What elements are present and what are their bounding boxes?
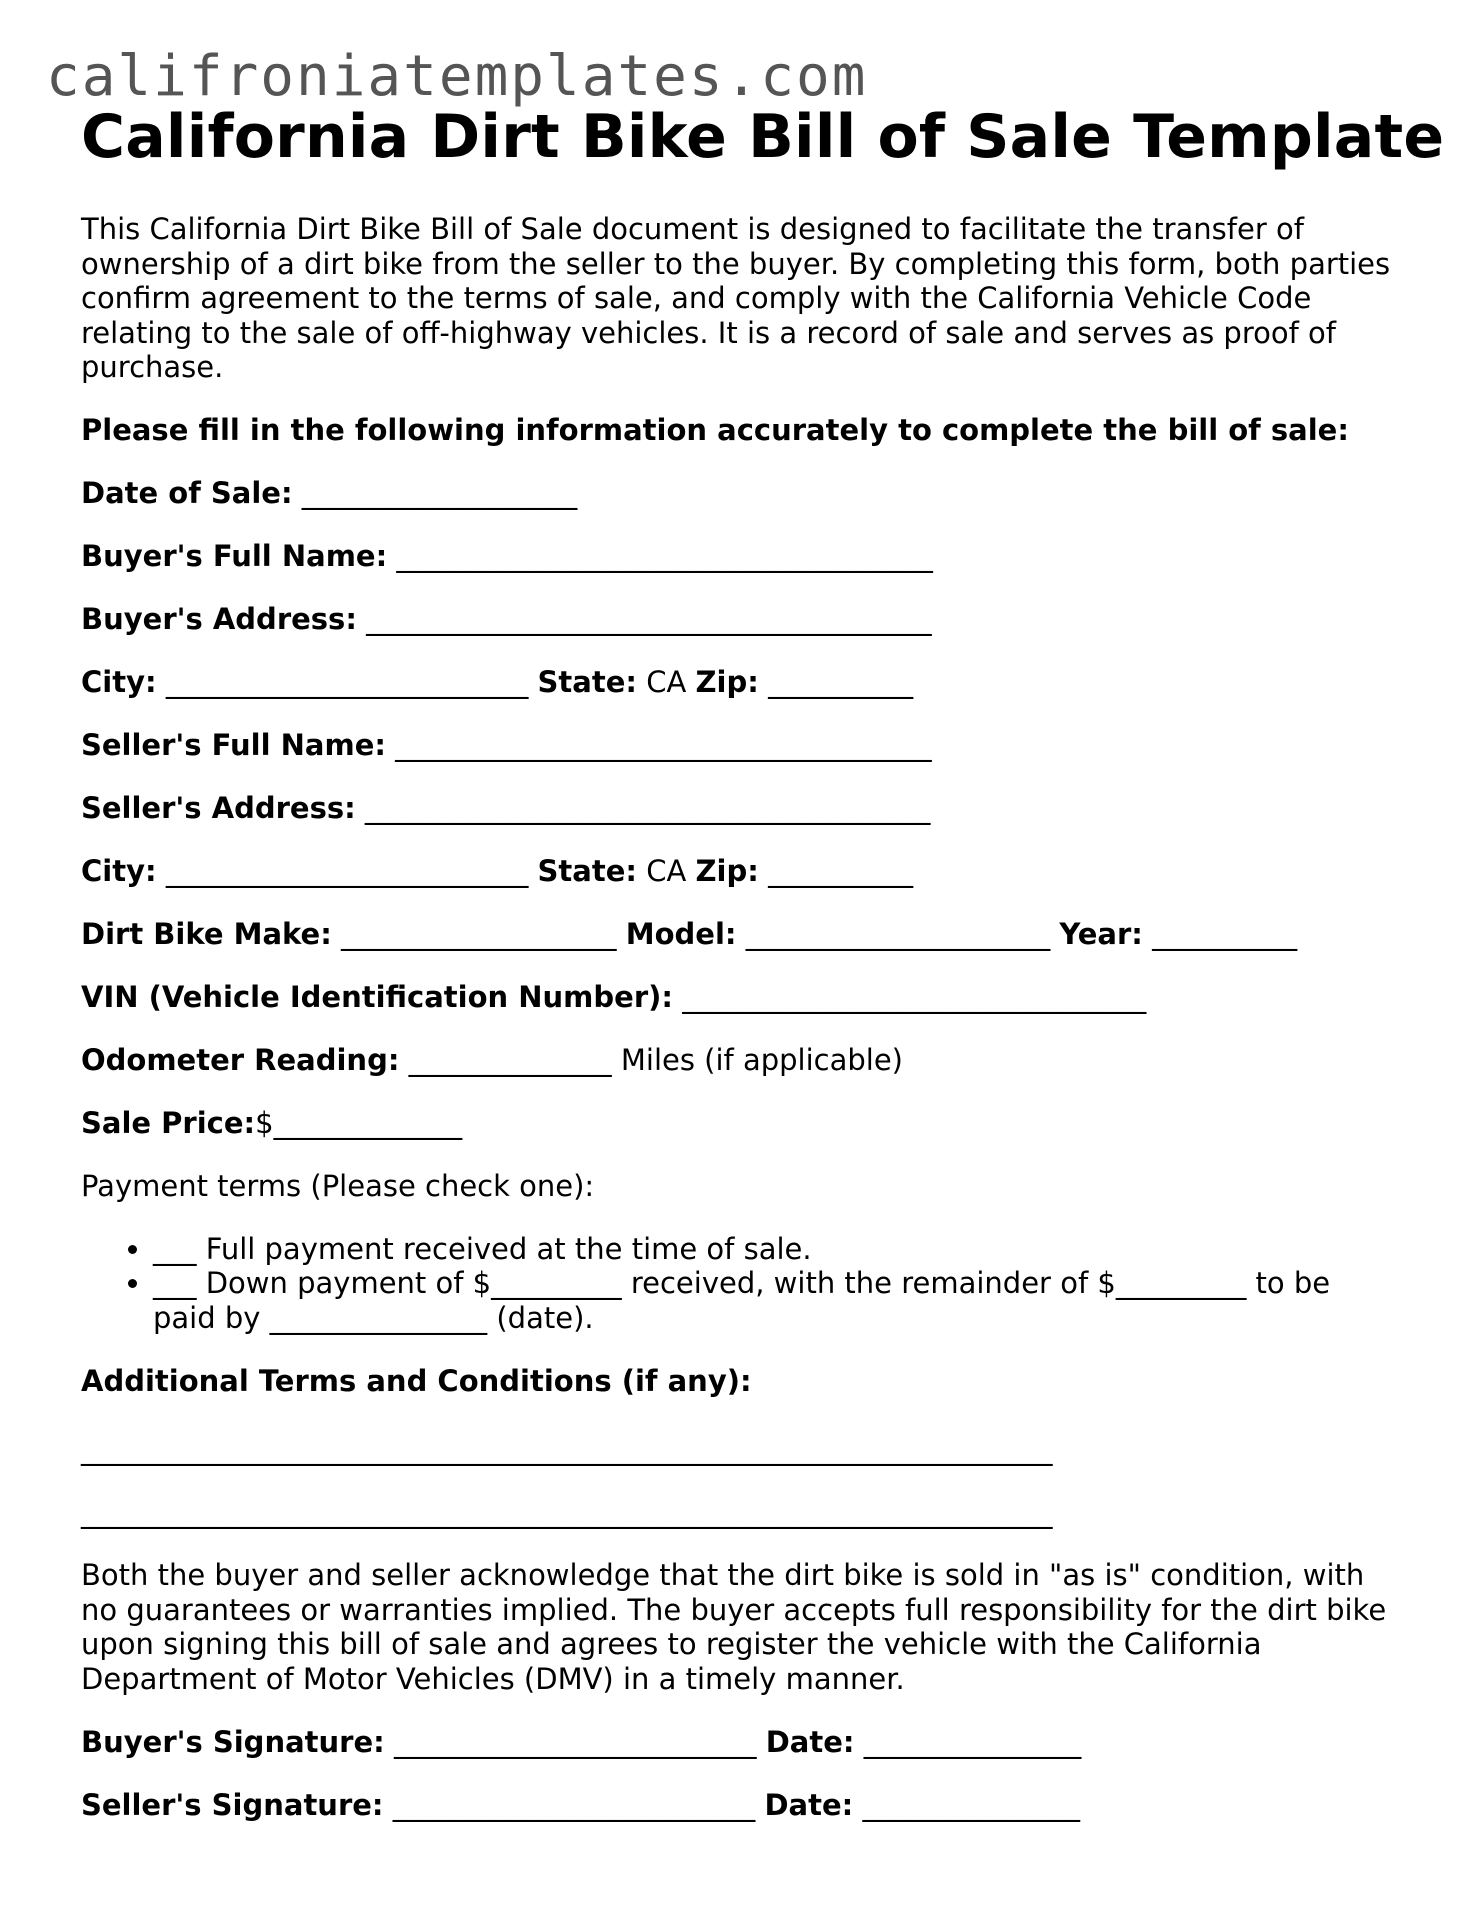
seller-zip-label: Zip: bbox=[695, 853, 759, 888]
seller-city-row bbox=[81, 854, 1401, 888]
buyer-signature-label: Buyer's Signature: bbox=[81, 1725, 385, 1759]
buyer-address-label: Buyer's Address: bbox=[81, 601, 357, 636]
seller-signature-label: Seller's Signature: bbox=[81, 1788, 384, 1822]
seller-address-label: Seller's Address: bbox=[81, 790, 356, 825]
seller-city-field[interactable]: _________________________ bbox=[165, 853, 529, 888]
payment-terms-heading: Payment terms (Please check one): bbox=[81, 1168, 595, 1203]
seller-city-label: City: bbox=[81, 853, 157, 888]
sale-price-field[interactable]: $_____________ bbox=[255, 1105, 463, 1140]
buyer-name-field[interactable]: _____________________________________ bbox=[396, 538, 933, 573]
seller-zip-field[interactable]: __________ bbox=[768, 853, 914, 888]
seller-date-field[interactable]: _______________ bbox=[862, 1788, 1080, 1822]
buyer-zip-label: Zip: bbox=[695, 664, 759, 699]
date-of-sale-row bbox=[81, 476, 1401, 510]
bike-details-row bbox=[81, 917, 1401, 951]
watermark: califroniatemplates.com bbox=[46, 44, 868, 109]
buyer-signature-field[interactable]: _________________________ bbox=[393, 1725, 757, 1759]
buyer-name-row bbox=[81, 539, 1401, 573]
intro-paragraph: This California Dirt Bike Bill of Sale document is designed to facilitate the transfer of ownership of a dirt bike from the seller to the buyer. By completing this form, both parties confirm agreement to the terms of sale, and comply with the California Vehicle Code relating to the sale of off-highway vehicles. It is a record of sale and serves as proof of purchase. bbox=[81, 212, 1391, 384]
payment-option-full[interactable]: • ___ Full payment received at the time of sale. bbox=[153, 1232, 1401, 1267]
make-field[interactable]: ___________________ bbox=[341, 916, 617, 951]
buyer-city-field[interactable]: _________________________ bbox=[165, 664, 529, 699]
seller-name-field[interactable]: _____________________________________ bbox=[395, 727, 932, 762]
seller-name-row bbox=[81, 728, 1401, 762]
additional-terms-heading bbox=[81, 1364, 1401, 1398]
odometer-field[interactable]: ______________ bbox=[408, 1042, 612, 1077]
buyer-name-label: Buyer's Full Name: bbox=[81, 538, 388, 573]
page-title: California Dirt Bike Bill of Sale Template bbox=[81, 102, 1445, 172]
acknowledgment-paragraph: Both the buyer and seller acknowledge that the dirt bike is sold in "as is" condition, with no guarantees or warranties implied. The buyer accepts full responsibility for the dirt bike upon signing this bill of sale and agrees to register the vehicle with the California Department of Motor Vehicles (DMV) in a timely manner. bbox=[81, 1558, 1387, 1696]
seller-date-label: Date: bbox=[764, 1788, 854, 1822]
buyer-state-label: State: bbox=[537, 664, 637, 699]
seller-address-field[interactable]: _______________________________________ bbox=[364, 790, 931, 825]
sale-price-row bbox=[81, 1106, 1401, 1140]
instruction-text: Please fill in the following information accurately to complete the bill of sale: bbox=[81, 412, 1349, 447]
odometer-suffix: Miles (if applicable) bbox=[620, 1042, 904, 1077]
buyer-state-value: CA bbox=[646, 664, 687, 699]
buyer-address-field[interactable]: _______________________________________ bbox=[366, 601, 932, 636]
buyer-city-row bbox=[81, 665, 1401, 699]
model-field[interactable]: _____________________ bbox=[745, 916, 1051, 951]
seller-state-label: State: bbox=[537, 853, 637, 888]
odometer-label: Odometer Reading: bbox=[81, 1042, 400, 1077]
document-page bbox=[81, 102, 1445, 1822]
make-label: Dirt Bike Make: bbox=[81, 916, 332, 951]
buyer-city-label: City: bbox=[81, 664, 157, 699]
seller-signature-row bbox=[81, 1788, 1401, 1822]
odometer-row bbox=[81, 1043, 1401, 1077]
vin-row bbox=[81, 980, 1401, 1014]
additional-terms-label: Additional Terms and Conditions (if any): bbox=[81, 1364, 752, 1398]
seller-signature-field[interactable]: _________________________ bbox=[392, 1788, 756, 1822]
year-label: Year: bbox=[1059, 916, 1143, 951]
additional-terms-line-1[interactable]: ___________________________________________________________________ bbox=[81, 1432, 1053, 1466]
vin-label: VIN (Vehicle Identification Number): bbox=[81, 979, 673, 1014]
buyer-zip-field[interactable]: __________ bbox=[768, 664, 914, 699]
vin-field[interactable]: ________________________________ bbox=[682, 979, 1147, 1014]
buyer-signature-row bbox=[81, 1725, 1401, 1759]
year-field[interactable]: __________ bbox=[1152, 916, 1298, 951]
date-of-sale-field[interactable]: ___________________ bbox=[301, 475, 578, 510]
date-of-sale-label: Date of Sale: bbox=[81, 475, 293, 510]
seller-state-value: CA bbox=[646, 853, 687, 888]
sale-price-label: Sale Price: bbox=[81, 1105, 256, 1140]
seller-name-label: Seller's Full Name: bbox=[81, 727, 386, 762]
buyer-address-row bbox=[81, 602, 1401, 636]
buyer-date-label: Date: bbox=[765, 1725, 855, 1759]
seller-address-row bbox=[81, 791, 1401, 825]
payment-options-list bbox=[81, 1232, 1401, 1336]
additional-terms-line-2[interactable]: ___________________________________________________________________ bbox=[81, 1495, 1053, 1529]
buyer-date-field[interactable]: _______________ bbox=[863, 1725, 1082, 1759]
payment-option-down[interactable]: • ___ Down payment of $_________ received, with the remainder of $_________ to be paid by _______________ (date). bbox=[153, 1266, 1401, 1335]
model-label: Model: bbox=[625, 916, 737, 951]
